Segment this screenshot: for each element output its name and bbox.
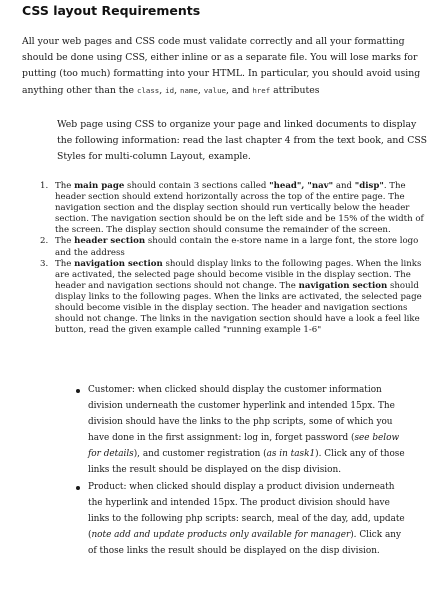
list-text: . The header section should extend horizontally across the top of the entire page. The navigation section and the display section should run vertically below the header section. The navigation section should be on the left side and be 15% of the width of the screen. The display section should consume the remainder of the screen. bbox=[55, 181, 424, 236]
list-item bbox=[40, 181, 436, 236]
list-number: 1. bbox=[40, 181, 49, 191]
list-text: should contain 3 sections called bbox=[124, 181, 270, 191]
separator: , bbox=[159, 84, 166, 96]
list-item bbox=[40, 259, 436, 337]
list-number: 3. bbox=[40, 258, 49, 269]
requirements-list bbox=[40, 181, 436, 336]
bold-text: navigation section bbox=[298, 280, 388, 291]
page-title: CSS layout Requirements bbox=[22, 3, 201, 18]
bold-text: "disp" bbox=[354, 181, 384, 191]
code-href: href bbox=[252, 85, 271, 95]
bullet-text: ). Click any of those links the result should be displayed on the disp division. bbox=[88, 530, 401, 557]
list-item bbox=[40, 236, 436, 258]
intro-text-end: attributes bbox=[270, 84, 320, 96]
list-text: should display links to the following pages. When the links are activated, the selected page should become visible in the display section. The header and navigation sections should not change. The links in the navigation section should have a look a feel like button, read the given example called "running example 1-6" bbox=[55, 280, 422, 336]
bullet-item-customer bbox=[76, 383, 406, 478]
bold-text: main page bbox=[74, 181, 125, 191]
bold-text: "head", "nav" bbox=[269, 181, 334, 191]
list-text: should contain the e-store name in a large font, the store logo and the address bbox=[55, 236, 419, 258]
bold-text: navigation section bbox=[74, 258, 163, 269]
code-value: value bbox=[203, 85, 226, 95]
list-text: and bbox=[333, 181, 355, 191]
code-name: name bbox=[180, 85, 198, 95]
italic-text: note add and update products only available for manager bbox=[91, 530, 351, 541]
bullet-text: Product: when clicked should display a product division underneath the hyperlink and intended 15px. The product division should have links to the following php scripts: search, meal of the day, add, update ( bbox=[88, 482, 405, 541]
bullet-text: Customer: when clicked should display the customer information division underneath the customer hyperlink and intended 15px. The division should have the links to the php scripts, some of which you have done in the first assignment: log in, forget password ( bbox=[88, 385, 395, 443]
bold-text: header section bbox=[74, 236, 146, 247]
list-text: The bbox=[55, 236, 75, 247]
code-class: class bbox=[137, 85, 160, 95]
task-paragraph: Web page using CSS to organize your page and linked documents to display the following information: read the last chapter 4 from the text book, and CSS Styles for multi-column Layout, example. bbox=[57, 119, 427, 163]
intro-text: All your web pages and CSS code must validate correctly and all your formatting should be done using CSS, either inline or as a separate file. You will lose marks for putting (too much) formatting into your HTML. In particular, you should avoid using anything other than the bbox=[22, 36, 421, 96]
bullet-item-product bbox=[76, 480, 406, 560]
separator: , bbox=[174, 84, 180, 96]
bullet-text: ), and customer registration ( bbox=[133, 448, 267, 459]
bullet-icon bbox=[76, 389, 80, 393]
list-number: 2. bbox=[40, 236, 49, 247]
italic-text: as in task1 bbox=[266, 448, 316, 459]
separator: , and bbox=[225, 84, 253, 96]
separator: , bbox=[197, 84, 204, 96]
bullet-text: ). Click any of those links the result should be displayed on the disp division. bbox=[88, 448, 405, 475]
italic-text: see below for details bbox=[88, 432, 400, 459]
list-text: The bbox=[55, 258, 75, 269]
code-id: id bbox=[165, 85, 175, 95]
list-text: The bbox=[55, 181, 75, 191]
intro-paragraph bbox=[22, 34, 432, 99]
bullet-icon bbox=[76, 486, 80, 490]
list-text: should display links to the following pages. When the links are activated, the selected page should become visible in the display section. The header and navigation sections should not change. The bbox=[55, 258, 422, 291]
nav-links-list bbox=[76, 383, 406, 560]
